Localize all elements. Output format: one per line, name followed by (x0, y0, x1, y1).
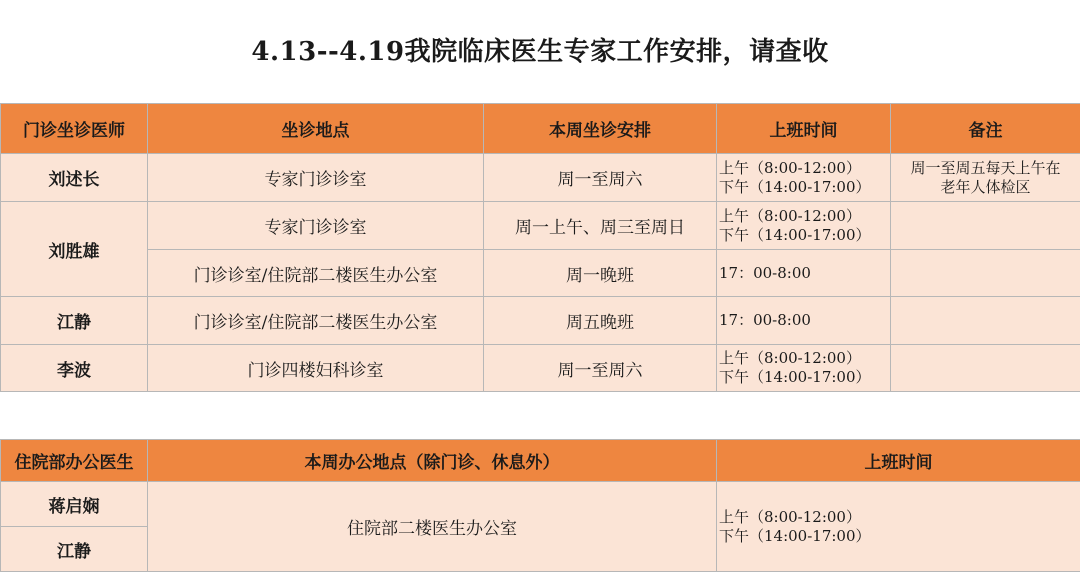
location-cell: 门诊诊室/住院部二楼医生办公室 (148, 250, 484, 297)
note-cell (891, 297, 1080, 345)
header-ward-hours: 上班时间 (717, 440, 1080, 482)
header-location: 坐诊地点 (148, 104, 484, 154)
ward-location-cell: 住院部二楼医生办公室 (148, 482, 717, 572)
doctor-cell: 刘胜雄 (1, 202, 148, 297)
header-hours: 上班时间 (717, 104, 891, 154)
hours-line: 上午（8:00-12:00） (719, 158, 861, 177)
ward-hours-cell (717, 482, 1080, 572)
ward-header-row (1, 440, 1080, 482)
location-cell: 门诊四楼妇科诊室 (148, 345, 484, 392)
page-title: 4.13--4.19我院临床医生专家工作安排，请查收 (251, 37, 829, 67)
note-cell (891, 345, 1080, 392)
ward-schedule-table (0, 439, 1080, 572)
hours-line: 下午（14:00-17:00） (719, 177, 871, 196)
hours-cell (717, 202, 891, 250)
note-cell (891, 154, 1080, 202)
clinic-header-row (1, 104, 1080, 154)
note-line: 周一至周五每天上午在 (910, 158, 1061, 177)
hours-cell (717, 154, 891, 202)
doctor-cell: 刘述长 (1, 154, 148, 202)
note-cell (891, 250, 1080, 297)
clinic-schedule-table (0, 103, 1080, 392)
hours-line: 下午（14:00-17:00） (719, 225, 871, 244)
note-cell (891, 202, 1080, 250)
schedule-cell: 周一至周六 (484, 345, 717, 392)
table-row (1, 250, 1080, 297)
note-line: 老年人体检区 (940, 177, 1031, 196)
header-ward-doctor: 住院部办公医生 (1, 440, 148, 482)
schedule-cell: 周一至周六 (484, 154, 717, 202)
header-ward-location: 本周办公地点（除门诊、休息外） (148, 440, 717, 482)
table-row (1, 482, 1080, 527)
table-row (1, 154, 1080, 202)
location-cell: 门诊诊室/住院部二楼医生办公室 (148, 297, 484, 345)
ward-doctor-cell: 江静 (1, 527, 148, 572)
doctor-cell: 李波 (1, 345, 148, 392)
hours-cell (717, 250, 891, 297)
table-row (1, 202, 1080, 250)
table-row (1, 345, 1080, 392)
schedule-cell: 周五晚班 (484, 297, 717, 345)
header-schedule: 本周坐诊安排 (484, 104, 717, 154)
hours-cell (717, 297, 891, 345)
hours-line: 上午（8:00-12:00） (719, 206, 861, 225)
doctor-cell: 江静 (1, 297, 148, 345)
location-cell: 专家门诊诊室 (148, 154, 484, 202)
ward-doctor-cell: 蒋启娴 (1, 482, 148, 527)
header-note: 备注 (891, 104, 1080, 154)
hours-line: 17：00-8:00 (719, 263, 811, 282)
hours-line: 17：00-8:00 (719, 311, 811, 329)
hours-line: 上午（8:00-12:00） (719, 349, 861, 367)
location-cell: 专家门诊诊室 (148, 202, 484, 250)
schedule-cell: 周一晚班 (484, 250, 717, 297)
header-doctor: 门诊坐诊医师 (1, 104, 148, 154)
schedule-cell: 周一上午、周三至周日 (484, 202, 717, 250)
hours-line: 上午（8:00-12:00） (719, 507, 861, 526)
table-row (1, 297, 1080, 345)
hours-cell (717, 345, 891, 392)
hours-line: 下午（14:00-17:00） (719, 368, 871, 386)
hours-line: 下午（14:00-17:00） (719, 526, 871, 545)
